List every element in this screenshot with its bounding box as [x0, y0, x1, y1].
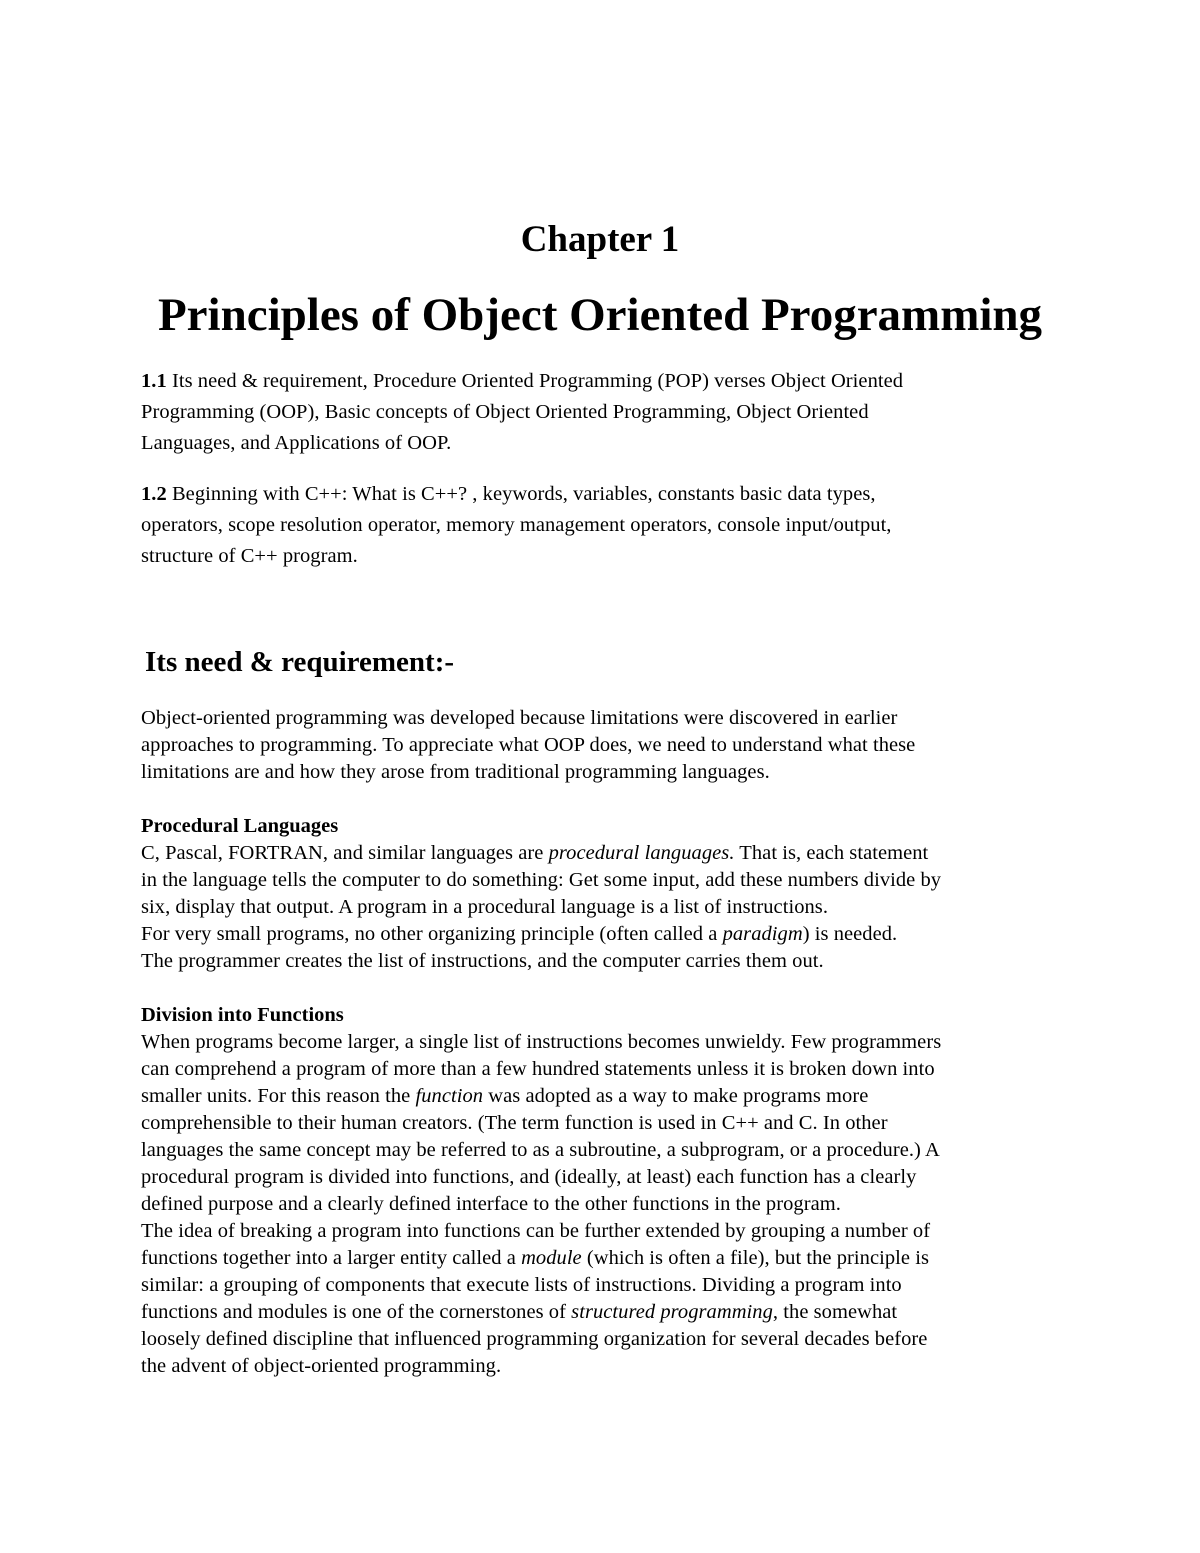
emphasis: module: [521, 1247, 582, 1269]
paragraph-text: functions together into a larger entity called a: [141, 1247, 522, 1269]
paragraph-line: defined purpose and a clearly defined interface to the other functions in the program.: [141, 1193, 841, 1215]
paragraph-text: ) is needed.: [802, 923, 898, 945]
paragraph-line: in the language tells the computer to do something: Get some input, add these numbers divide by: [141, 869, 942, 891]
paragraph-line: six, display that output. A program in a procedural language is a list of instructions.: [141, 896, 828, 918]
paragraph-text: C, Pascal, FORTRAN, and similar languages are: [141, 842, 549, 864]
paragraph-line: languages the same concept may be referred to as a subroutine, a subprogram, or a procedure.) A: [141, 1139, 940, 1161]
paragraph-line: The programmer creates the list of instructions, and the computer carries them out.: [141, 950, 824, 972]
emphasis: structured programming: [571, 1301, 773, 1323]
syllabus-text: structure of C++ program.: [141, 545, 358, 567]
section-heading: Its need & requirement:-: [145, 646, 455, 678]
paragraph-line: approaches to programming. To appreciate what OOP does, we need to understand what these: [141, 734, 916, 756]
paragraph-line: limitations are and how they arose from traditional programming languages.: [141, 761, 770, 783]
procedural-paragraph: [141, 840, 1071, 975]
paragraph-line: procedural program is divided into functions, and (ideally, at least) each function has a clearly: [141, 1166, 917, 1188]
paragraph-text: That is, each statement: [734, 842, 929, 864]
syllabus-item-1-1: [141, 366, 1071, 459]
syllabus-text: Programming (OOP), Basic concepts of Object Oriented Programming, Object Oriented: [141, 401, 869, 423]
syllabus-text: Its need & requirement, Procedure Oriented Programming (POP) verses Object Oriented: [166, 370, 904, 392]
paragraph-line: When programs become larger, a single list of instructions becomes unwieldy. Few programmers: [141, 1031, 942, 1053]
syllabus-item-1-2: [141, 479, 1071, 572]
paragraph-text: smaller units. For this reason the: [141, 1085, 416, 1107]
syllabus-text: operators, scope resolution operator, memory management operators, console input/output,: [141, 514, 892, 536]
paragraph-text: (which is often a file), but the principle is: [581, 1247, 930, 1269]
division-paragraph: [141, 1029, 1071, 1380]
paragraph-line: similar: a grouping of components that execute lists of instructions. Dividing a program into: [141, 1274, 902, 1296]
chapter-label: Chapter 1: [520, 219, 680, 260]
paragraph-line: The idea of breaking a program into functions can be further extended by grouping a number of: [141, 1220, 931, 1242]
paragraph-line: can comprehend a program of more than a few hundred statements unless it is broken down into: [141, 1058, 935, 1080]
paragraph-text: was adopted as a way to make programs more: [483, 1085, 869, 1107]
emphasis: function: [415, 1085, 484, 1107]
chapter-title: Principles of Object Oriented Programming: [157, 289, 1043, 341]
emphasis: paradigm: [722, 923, 803, 945]
intro-paragraph: [141, 705, 1071, 786]
paragraph-line: loosely defined discipline that influenced programming organization for several decades before: [141, 1328, 928, 1350]
paragraph-line: comprehensible to their human creators. (The term function is used in C++ and C. In other: [141, 1112, 888, 1134]
paragraph-text: , the somewhat: [772, 1301, 898, 1323]
syllabus-text: Beginning with C++: What is C++? , keywords, variables, constants basic data types,: [166, 483, 876, 505]
division-heading: Division into Functions: [141, 1004, 344, 1026]
syllabus-number: 1.1: [141, 370, 167, 392]
syllabus-text: Languages, and Applications of OOP.: [141, 432, 452, 454]
paragraph-line: Object-oriented programming was developed because limitations were discovered in earlier: [141, 707, 898, 729]
paragraph-text: functions and modules is one of the cornerstones of: [141, 1301, 572, 1323]
emphasis: procedural languages.: [548, 842, 735, 864]
paragraph-line: the advent of object-oriented programming.: [141, 1355, 502, 1377]
paragraph-text: For very small programs, no other organizing principle (often called a: [141, 923, 723, 945]
procedural-heading: Procedural Languages: [141, 815, 339, 837]
syllabus-number: 1.2: [141, 483, 167, 505]
